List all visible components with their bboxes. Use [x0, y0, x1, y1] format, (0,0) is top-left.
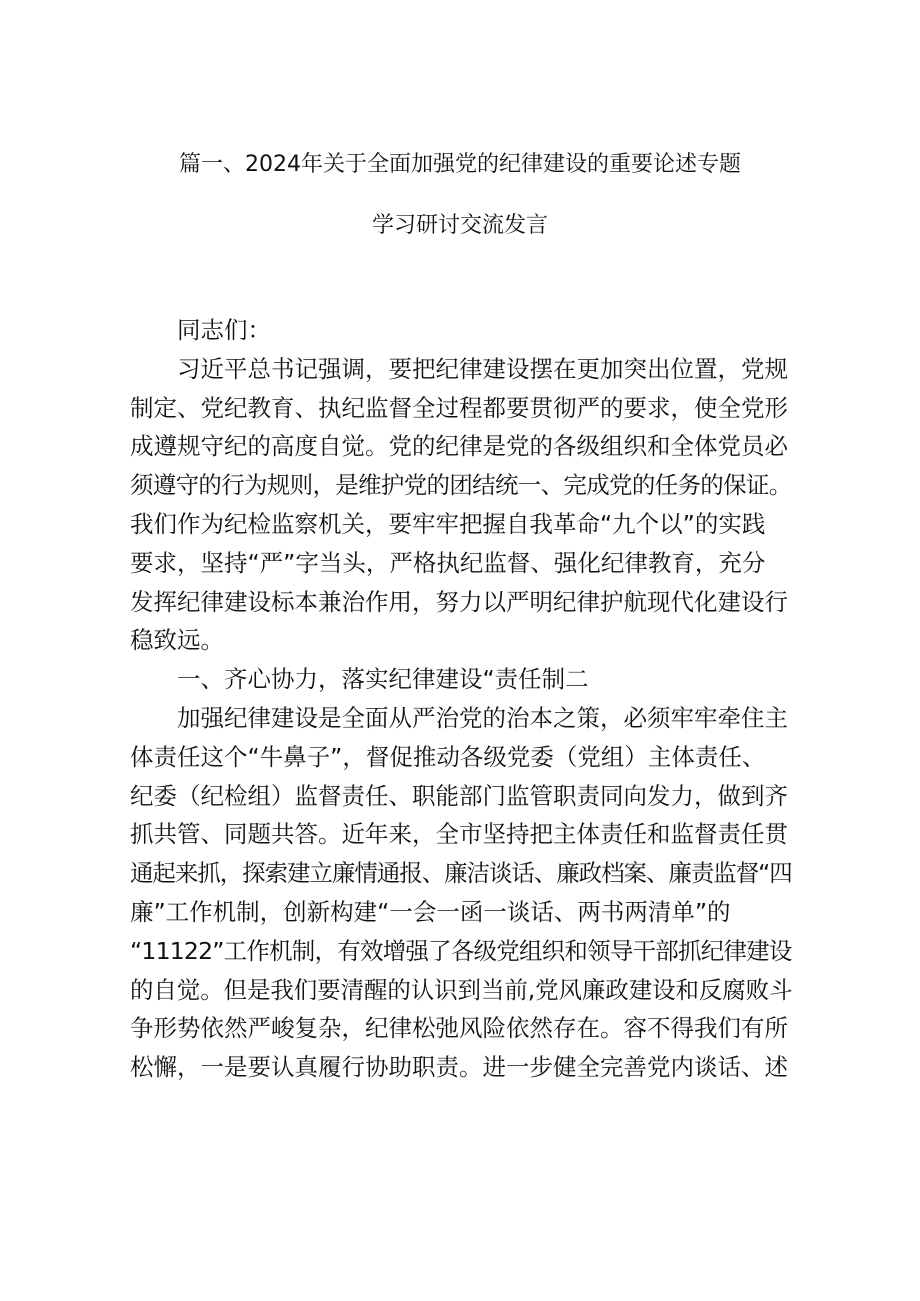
body-line: 一、齐心协力，落实纪律建设“责任制二: [177, 665, 589, 694]
body-line: 同志们：: [177, 316, 271, 344]
body-line: 习近平总书记强调，要把纪律建设摆在更加突出位置，党规: [177, 354, 788, 383]
body-line: 廉”工作机制，创新构建“一会一函一谈话、两书两清单”的: [130, 897, 731, 926]
body-line: 要求，坚持“严”字当头，严格执纪监督、强化纪律教育，充分: [130, 548, 766, 577]
body-line: 制定、党纪教育、执纪监督全过程都要贯彻严的要求，使全党形: [130, 393, 788, 422]
body-line: 松懈，一是要认真履行协助职责。进一步健全完善党内谈话、述: [130, 1053, 788, 1082]
body-line: 体责任这个“牛鼻子”，督促推动各级党委（党组）主体责任、: [130, 742, 766, 771]
body-line: 通起来抓，探索建立廉情通报、廉洁谈话、廉政档案、廉责监督“四: [130, 859, 792, 888]
body-line: 我们作为纪检监察机关，要牢牢把握自我革命“九个以”的实践: [130, 509, 766, 538]
document-title-line-2: 学习研讨交流发言: [371, 213, 548, 238]
body-line: 抓共管、同题共答。近年来，全市坚持把主体责任和监督责任贯: [130, 820, 788, 849]
body-line: 稳致远。: [130, 626, 224, 655]
body-line: 加强纪律建设是全面从严治党的治本之策，必须牢牢牵住主: [177, 703, 788, 732]
document-body: [130, 311, 792, 1087]
body-line: 纪委（纪检组）监督责任、职能部门监管职责同向发力，做到齐: [130, 781, 788, 810]
body-line: 争形势依然严峻复杂，纪律松弛风险依然存在。容不得我们有所: [130, 1014, 788, 1043]
document-title-line-1: 篇一、2024年关于全面加强党的纪律建设的重要论述专题: [179, 152, 741, 177]
body-line: 发挥纪律建设标本兼治作用，努力以严明纪律护航现代化建设行: [130, 587, 788, 616]
body-line: 须遵守的行为规则，是维护党的团结统一、完成党的任务的保证。: [130, 471, 792, 500]
body-line: 的自觉。但是我们要清醒的认识到当前,党风廉政建设和反腐败斗: [130, 975, 793, 1004]
body-line: “11122”工作机制，有效增强了各级党组织和领导干部抓纪律建设: [130, 936, 792, 965]
body-line: 成遵规守纪的高度自觉。党的纪律是党的各级组织和全体党员必: [130, 432, 788, 461]
